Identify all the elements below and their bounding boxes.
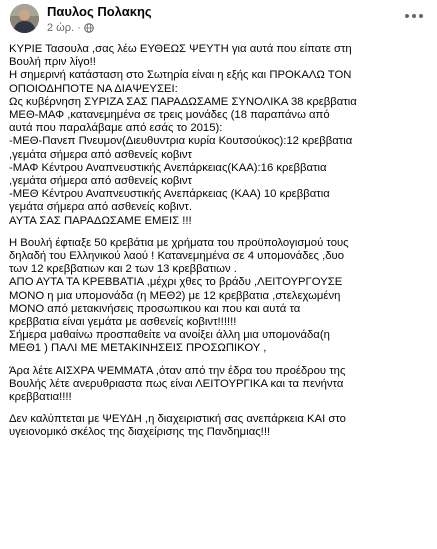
post-text-line: ΑΠΟ ΑΥΤΑ ΤΑ ΚΡΕΒΒΑΤΙΑ ,μέχρι χθες το βράδυ ,ΛΕΙΤΟΥΡΓΟΥΣΕ <box>9 276 343 289</box>
post-meta <box>47 22 94 34</box>
post-text-line: ΜΕΘ-ΜΑΦ ,κατανεμημένα σε τρεις μονάδες (18 παραπάνω από <box>9 109 330 122</box>
post-text-line: δηλαδή του Ελληνικού λαού ! Κατανεμημένα σε 4 υπομονάδες ,δυο <box>9 250 344 263</box>
post-text-line: Βουλή πριν λίγο!! <box>9 56 96 69</box>
post-header <box>0 0 437 40</box>
post-paragraph <box>9 365 433 405</box>
post-text-line: Άρα λέτε ΑΙΣΧΡΑ ΨΕΜΜΑΤΑ ,όταν από την έδρα του προέδρου της <box>9 364 346 377</box>
avatar-photo-icon <box>10 4 39 33</box>
globe-icon <box>84 23 94 33</box>
meta-separator: · <box>77 22 81 34</box>
post-text-line: Σήμερα μαθαίνω προσπαθείτε να ανοίξει άλλη μια υπομονάδα(η <box>9 329 330 342</box>
more-options-button[interactable] <box>400 8 428 24</box>
author-avatar[interactable] <box>10 4 39 33</box>
more-dots-icon <box>405 14 409 18</box>
post-text-line: ΚΥΡΙΕ Τασουλα ,σας λέω ΕΥΘΕΩΣ ΨΕΥΤΗ για αυτά που είπατε στη <box>9 43 352 55</box>
post-text-line: ,γεμάτα σήμερα από ασθενείς κοβιντ <box>9 175 192 188</box>
post-text-line: ΜΕΘ1 ) ΠΑΛΙ ΜΕ ΜΕΤΑΚΙΝΗΣΕΙΣ ΠΡΟΣΩΠΙΚΟΥ , <box>9 342 267 355</box>
post-text-line: ,γεμάτα σήμερα από ασθενείς κοβιντ <box>9 148 192 161</box>
post-text-line: αυτά που παραλάβαμε από εσάς το 2015): <box>9 122 223 135</box>
post-text-line: Βουλής λέτε ανερυθριαστα πως είναι ΛΕΙΤΟΥΡΓΙΚΑ και τα πενήντα <box>9 377 344 390</box>
post-text-line: Δεν καλύπτεται με ΨΕΥΔΗ ,η διαχειριστική σας ανεπάρκεια ΚΑΙ στο <box>9 413 346 426</box>
post-text-line: Η σημερινή κατάσταση στο Σωτηρία είναι η εξής και ΠΡΟΚΑΛΩ ΤΟΝ <box>9 69 352 82</box>
post-text-line: -ΜΕΘ-Πανεπ Πνευμον(Διευθυντρια κυρία Κουτσούκος):12 κρεββατια <box>9 135 353 148</box>
post-text-line: κρεββατια είναι γεμάτα με ασθενείς κοβιντ!!!!!! <box>9 316 237 329</box>
post-text-line: ΑΥΤΑ ΣΑΣ ΠΑΡΑΔΩΣΑΜΕ ΕΜΕΙΣ !!! <box>9 214 192 227</box>
post-text-line: των 12 κρεββατιων και 2 των 13 κρεββατιων . <box>9 263 237 276</box>
more-dots-icon <box>419 14 423 18</box>
post-text-line: γεμάτα σήμερα από ασθενείς κοβιντ. <box>9 201 192 214</box>
post-text-line: Ως κυβέρνηση ΣΥΡΙΖΑ ΣΑΣ ΠΑΡΑΔΩΣΑΜΕ ΣΥΝΟΛΙΚΑ 38 κρεββατια <box>9 95 357 108</box>
post-paragraph <box>9 43 433 228</box>
post-paragraph <box>9 413 433 439</box>
post-text-line: Η Βουλή έφτιαξε 50 κρεβάτια με χρήματα του πρoϋπολογισμού τους <box>9 236 349 249</box>
post-time[interactable]: 2 ώρ. <box>47 22 75 34</box>
post-text <box>9 43 433 449</box>
post-text-line: υγειονομικό σκέλος της διαχείρισης της Πανδημιας!!! <box>9 426 271 439</box>
post-text-line: κρεββατια!!!! <box>9 391 72 404</box>
post-text-line: -ΜΕΘ Κέντρου Αναπνευστικής Ανεπάρκειας (ΚΑΑ) 10 κρεββατια <box>9 188 330 201</box>
post-text-line: ΟΠΟΙΟΔΗΠΟΤΕ ΝΑ ΔΙΑΨΕΥΣΕΙ: <box>9 82 178 95</box>
post-text-line: ΜΟΝΟ από μετακινήσεις προσωπικου και που και αυτά τα <box>9 302 301 315</box>
more-dots-icon <box>412 14 416 18</box>
post-text-line: -ΜΑΦ Κέντρου Αναπνευστικής Ανεπάρκειας(ΚΑΑ):16 κρεββατια <box>9 161 327 174</box>
post-paragraph <box>9 237 433 356</box>
author-name[interactable]: Παυλος Πολακης <box>47 4 152 19</box>
post-text-line: ΜΟΝΟ η μια υπομονάδα (η ΜΕΘ2) με 12 κρεββατια ,στελεχωμένη <box>9 289 341 302</box>
